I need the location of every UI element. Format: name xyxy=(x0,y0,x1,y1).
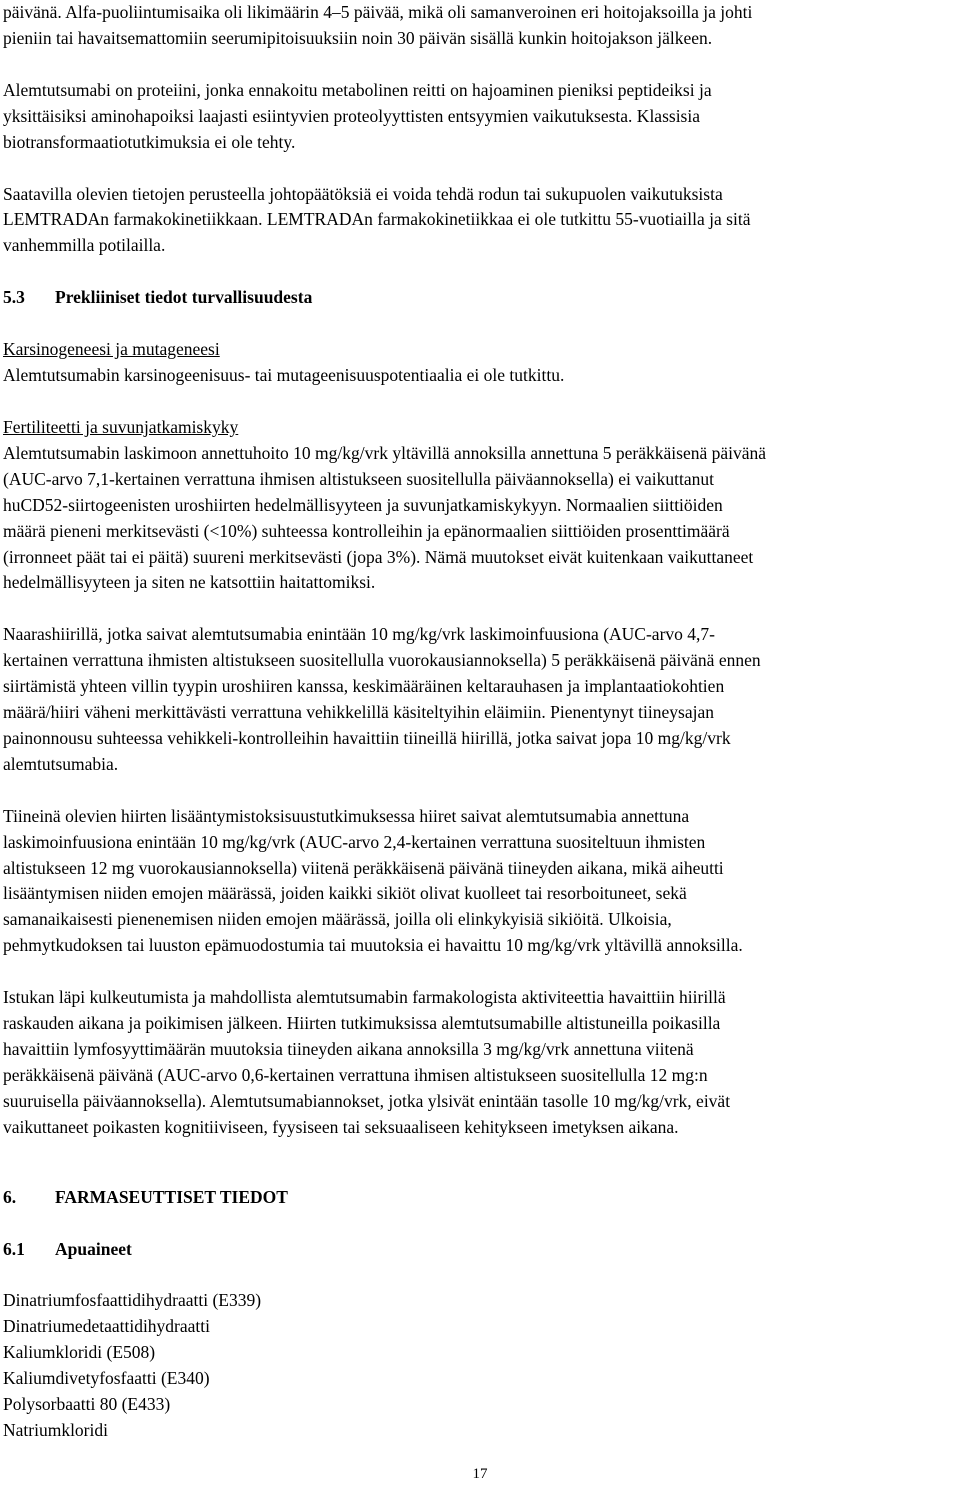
subheading-carcinogenicity: Karsinogeneesi ja mutageneesi xyxy=(3,339,220,360)
text-line: määrä/hiiri väheni merkittävästi verrattuna vehikkelillä käsiteltyihin eläimiin. Pienentynyt tiineysajan xyxy=(3,702,714,723)
text-line: peräkkäisenä päivänä (AUC-arvo 0,6-kertainen verrattuna ihmisen altistukseen suositellulla 12 mg:n xyxy=(3,1064,708,1085)
text-line: yksittäisiksi aminohapoiksi laajasti esiintyvien proteolyyttisten entsyymien vaikutuksesta. Klassisia xyxy=(3,105,700,126)
text-line: biotransformaatiotutkimuksia ei ole tehty. xyxy=(3,131,296,152)
text-line: siirtämistä yhteen villin tyypin uroshiiren kanssa, keskimääräinen keltarauhasen ja implantaatiokohtien xyxy=(3,676,725,697)
section-number: 5.3 xyxy=(3,287,25,308)
section-heading-5-3 xyxy=(3,285,955,311)
text-line: suuruisella päiväannoksella). Alemtutsumabiannokset, jotka ylsivät enintään tasolle 10 mg/kg/vrk, eivät xyxy=(3,1090,731,1111)
text-line: Istukan läpi kulkeutumista ja mahdollista alemtutsumabin farmakologista aktiviteettia havaittiin hiirillä xyxy=(3,987,726,1008)
list-item: Kaliumdivetyfosfaatti (E340) xyxy=(3,1368,210,1389)
text-line: laskimoinfuusiona enintään 10 mg/kg/vrk (AUC-arvo 2,4-kertainen verrattuna suositeltuun ihmisten xyxy=(3,831,706,852)
excipient-list xyxy=(3,1288,955,1443)
text-line: Alemtutsumabi on proteiini, jonka ennakoitu metabolinen reitti on hajoaminen pieniksi peptideiksi ja xyxy=(3,79,712,100)
text-line: Naarashiirillä, jotka saivat alemtutsumabia enintään 10 mg/kg/vrk laskimoinfuusiona (AUC-arvo 4,7- xyxy=(3,624,715,645)
text-line: Alemtutsumabin karsinogeenisuus- tai mutageenisuuspotentiaalia ei ole tutkittu. xyxy=(3,365,565,386)
section-number: 6.1 xyxy=(3,1238,25,1259)
paragraph-alpha-half-life xyxy=(3,0,955,52)
text-line: altistukseen 12 mg vuorokausiannoksella) viitenä peräkkäisenä päivänä tiineyden aikana, mikä aiheutti xyxy=(3,857,724,878)
text-line: vanhemmilla potilailla. xyxy=(3,235,166,256)
text-line: (AUC-arvo 7,1-kertainen verrattuna ihmisen altistukseen suositellulla päiväannoksella) ei vaikuttanut xyxy=(3,468,714,489)
text-line: pehmytkudoksen tai luuston epämuodostumia tai muutoksia ei havaittu 10 mg/kg/vrk yltävillä annoksilla. xyxy=(3,935,743,956)
fertility-block xyxy=(3,415,955,596)
text-line: vaikuttaneet poikasten kognitiiviseen, fyysiseen tai seksuaaliseen kehitykseen imetyksen aikana. xyxy=(3,1116,679,1137)
section-heading-6 xyxy=(3,1185,955,1211)
list-item: Dinatriumfosfaattidihydraatti (E339) xyxy=(3,1290,262,1311)
section-heading-6-1 xyxy=(3,1237,955,1263)
text-line: lisääntymisen niiden emojen määrässä, joiden kaikki sikiöt olivat kuolleet tai resorboituneet, sekä xyxy=(3,883,687,904)
paragraph-metabolism xyxy=(3,78,955,156)
text-line: alemtutsumabia. xyxy=(3,753,119,774)
text-line: Alemtutsumabin laskimoon annettuhoito 10 mg/kg/vrk yltävillä annoksilla annettuna 5 peräkkäisenä päivänä xyxy=(3,442,767,463)
section-title: Apuaineet xyxy=(55,1238,132,1259)
text-line: huCD52-siirtogeenisten uroshiirten hedelmällisyyteen ja suvunjatkamiskykyyn. Normaalien siittiöiden xyxy=(3,494,723,515)
document-page xyxy=(3,0,955,1444)
carcinogenicity-block xyxy=(3,337,955,389)
text-line: Tiineinä olevien hiirten lisääntymistoksisuustutkimuksessa hiiret saivat alemtutsumabia annettuna xyxy=(3,805,690,826)
paragraph-special-populations xyxy=(3,182,955,260)
text-line: Saatavilla olevien tietojen perusteella johtopäätöksiä ei voida tehdä rodun tai sukupuolen vaikutuksista xyxy=(3,183,723,204)
section-number: 6. xyxy=(3,1186,17,1207)
text-line: hedelmällisyyteen ja siten ne katsottiin haitattomiksi. xyxy=(3,572,376,593)
page-number: 17 xyxy=(472,1466,488,1482)
text-line: painonnousu suhteessa vehikkeli-kontrolleihin havaittiin tiineillä hiirillä, jotka saivat jopa 10 mg/kg/vrk xyxy=(3,727,731,748)
list-item: Polysorbaatti 80 (E433) xyxy=(3,1394,171,1415)
paragraph-placental-transfer xyxy=(3,985,955,1140)
list-item: Natriumkloridi xyxy=(3,1419,108,1440)
subheading-fertility: Fertiliteetti ja suvunjatkamiskyky xyxy=(3,416,239,437)
text-line: raskauden aikana ja poikimisen jälkeen. Hiirten tutkimuksissa alemtutsumabille altistuneilla poikasilla xyxy=(3,1013,721,1034)
text-line: (irronneet päät tai ei päitä) suureni merkitsevästi (jopa 3%). Nämä muutokset eivät kuitenkaan vaikuttaneet xyxy=(3,546,754,567)
section-title: FARMASEUTTISET TIEDOT xyxy=(55,1186,288,1207)
text-line: kertainen verrattuna ihmisten altistukseen suositellulla vuorokausiannoksella) 5 peräkkäisenä päivänä ennen xyxy=(3,650,761,671)
paragraph-female-mice xyxy=(3,622,955,777)
text-line: havaittiin lymfosyyttimäärän muutoksia tiineyden aikana annoksilla 3 mg/kg/vrk annettuna viitenä xyxy=(3,1039,694,1059)
paragraph-pregnant-mice xyxy=(3,804,955,959)
text-line: määrä pieneni merkitsevästi (<10%) suhteessa kontrolleihin ja epänormaalien siittiöiden prosenttimäärä xyxy=(3,520,730,541)
section-title: Prekliiniset tiedot turvallisuudesta xyxy=(55,287,313,308)
text-line: samanaikaisesti pienenemisen niiden emojen määrässä, joilla oli elinkykyisiä sikiöitä. Ulkoisia, xyxy=(3,909,672,930)
text-line: päivänä. Alfa-puoliintumisaika oli likimäärin 4–5 päivää, mikä oli samanveroinen eri hoitojaksoilla ja johti xyxy=(3,2,753,22)
list-item: Kaliumkloridi (E508) xyxy=(3,1342,156,1363)
text-line: LEMTRADAn farmakokinetiikkaan. LEMTRADAn farmakokinetiikkaa ei ole tutkittu 55-vuotiailla ja sitä xyxy=(3,209,751,230)
list-item: Dinatriumedetaattidihydraatti xyxy=(3,1316,211,1337)
text-line: pieniin tai havaitsemattomiin seerumipitoisuuksiin noin 30 päivän sisällä kunkin hoitojakson jälkeen. xyxy=(3,27,713,48)
